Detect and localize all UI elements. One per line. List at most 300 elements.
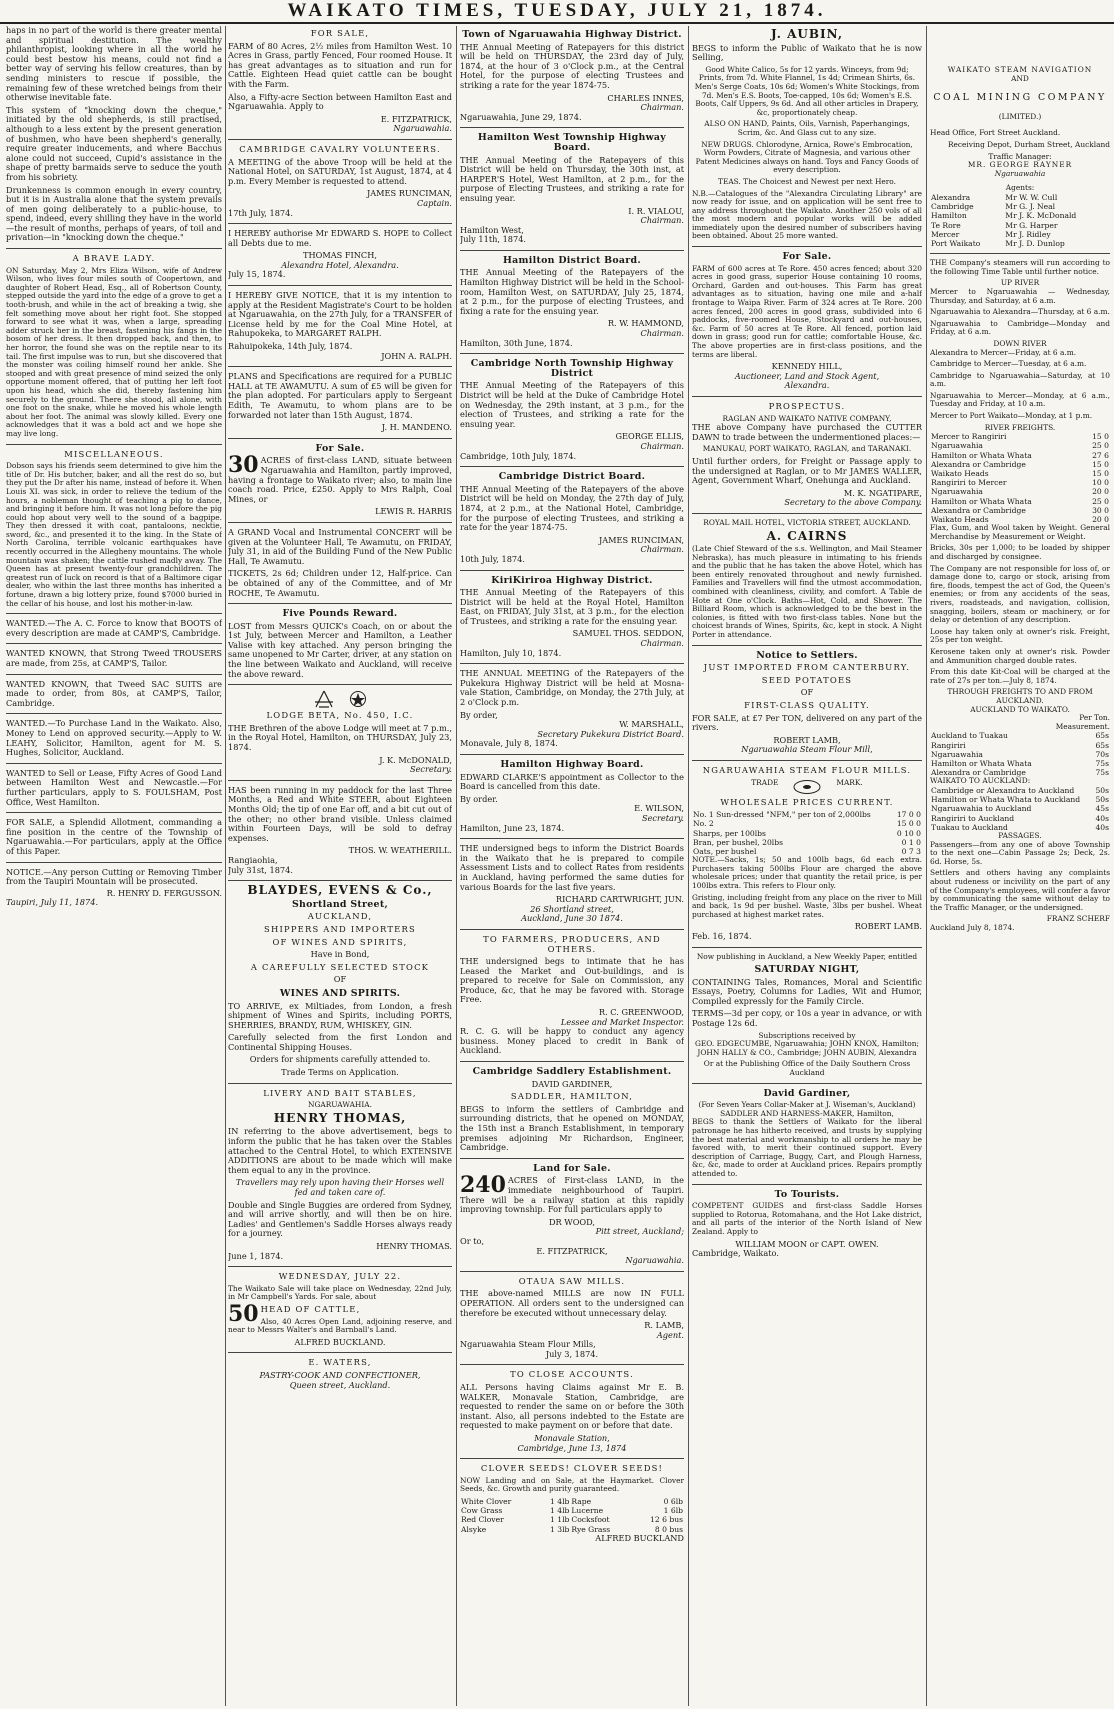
dateline: Hamilton, June 23, 1874.: [460, 822, 565, 833]
ad-text: The Waikato Sale will take place on Wednesday, 22nd July, in Mr Campbell's Yards. For sale, about: [228, 1283, 452, 1302]
ad-subheading: AUCKLAND TO WAIKATO.: [970, 704, 1070, 714]
table-row: [930, 230, 1110, 239]
table-cell: 10 0: [1092, 478, 1109, 488]
acreage-number: 240: [460, 1172, 506, 1199]
dateline: Alexandra Hotel, Alexandra.: [281, 259, 399, 270]
classified-ad: WANTED.—The A. C. Force to know that BOOTS of every description are made at CAMP'S, Cambridge.: [6, 618, 222, 638]
ad-heading: FOR SALE,: [310, 28, 370, 38]
ad-subheading: UP RIVER: [1000, 278, 1040, 288]
ad-heading: BLAYDES, EVENS & Co.,: [247, 883, 433, 898]
ad-text: I HEREBY GIVE NOTICE, that it is my intention to apply at the Resident Magistrate's Court to be holden at Ngaruawahia, on the 27th July, for a TRANSFER of License held by me for the Coal Mine Hotel, at Rahupokeka, to MARGARET RALPH.: [228, 290, 452, 339]
ad-text: ALL Persons having Claims against Mr E. B. WALKER, Monavale Station, Cambridge, are requested to render the same on or before the 30th instant. Also, all persons indebted to the Estate are requested to make payment on or before that date.: [460, 1382, 684, 1431]
table-row: [930, 759, 1110, 768]
divider: [6, 812, 222, 813]
divider: [228, 684, 452, 685]
ad-text: Head Office, Fort Street Auckland.: [930, 128, 1061, 138]
timetable-entry: Alexandra to Mercer—Friday, at 6 a.m.: [930, 347, 1077, 357]
ad-text: THE Annual Meeting of the Ratepayers of the Hamilton Highway District will be held in the School-room, Hamilton West, on SATURDAY, July 25, 1874, at 2 p.m., for the purpose of electing Trustees, and fixing a rate for the ensuing year.: [460, 267, 684, 316]
ad-subheading: RIVER FREIGHTS.: [984, 422, 1056, 432]
divider: [460, 754, 684, 755]
cattle-count: 50: [228, 1300, 259, 1327]
ad-text: NOTE.—Sacks, 1s; 50 and 100lb bags, 6d each extra. Purchasers taking 500lbs Flour are charged the above wholesale prices; under that quantity the retail price, is per 100lbs extra. This refers to Flour only.: [692, 855, 922, 890]
trade-mark: [692, 779, 922, 795]
ad-subheading: SHIPPERS AND IMPORTERS: [264, 923, 416, 934]
ad-text: HAS been running in my paddock for the last Three Months, a Red and White STEER, about Eighteen Months Old; the tip of one Ear off, and a bit cut out of the other; no other brand visible. Unless claimed within Fourteen Days, will be sold to defray expenses.: [228, 784, 452, 843]
ad-text: Settlers and others having any complaints about rudeness or incivility on the part of any of the Company's employees, will confer a favor by communicating the same without delay to the Traffic Manager, or the undersigned.: [930, 868, 1110, 912]
signature: E. WILSON,: [634, 803, 684, 814]
divider: [692, 396, 922, 397]
divider: [6, 248, 222, 249]
ad-heading: SATURDAY NIGHT,: [754, 964, 860, 976]
table-row: [930, 460, 1110, 469]
signature-role: Auctioneer, Land and Stock Agent,: [734, 370, 880, 381]
table-cell: Mr J. D. Dunlop: [1005, 238, 1065, 248]
ad-text: R. C. G. will be happy to conduct any agency business. Money placed to credit in Bank of Auckland.: [460, 1026, 684, 1056]
ad-text: ALSO ON HAND, Paints, Oils, Varnish, Paperhangings, Scrim, &c. And Glass cut to any size.: [704, 119, 910, 137]
table-cell: 1 6lb: [663, 1506, 683, 1516]
table-cell: 0 6lb: [663, 1497, 683, 1506]
signature-role: Chairman.: [640, 102, 684, 113]
table-row: [930, 221, 1110, 230]
article-heading: MISCELLANEOUS.: [64, 448, 164, 459]
table-cell: 15 0: [1092, 459, 1109, 469]
column-rule: [688, 26, 689, 1706]
timetable-entry: Cambridge to Mercer—Tuesday, at 6 a.m.: [930, 359, 1087, 369]
return-freight-table: [930, 786, 1110, 832]
table-cell: 1 4lb: [550, 1506, 570, 1516]
ad-heading: For Sale.: [315, 442, 365, 454]
ad-heading: For Sale.: [782, 251, 832, 263]
millstone-trademark-icon: [792, 779, 822, 795]
ad-heading: TO FARMERS, PRODUCERS, AND OTHERS.: [483, 933, 661, 954]
dateline: Rangiaohia,: [228, 854, 278, 865]
table-cell: Hamilton or Whata Whata: [931, 496, 1032, 506]
table-row: [930, 478, 1110, 487]
divider: [460, 838, 684, 839]
divider: [692, 1083, 922, 1084]
table-row: [930, 451, 1110, 460]
column-1: [6, 26, 222, 1706]
signature: DR WOOD,: [548, 1216, 596, 1227]
lodge-emblems: [228, 690, 452, 708]
ad-heading: CLOVER SEEDS! CLOVER SEEDS!: [480, 1463, 664, 1474]
dateline: Cambridge, Waikato.: [692, 1248, 779, 1259]
signature: M. K. NGATIPARE,: [843, 487, 922, 498]
ad-text: LOST from Messrs QUICK's Coach, on or about the 1st July, between Mercer and Hamilton, a Leather Valise with key attached. Any person bringing the same unopened to Mr Carter, driver, at any station on the line between Waikato and Auckland, will receive the above reward.: [228, 620, 452, 679]
table-cell: 17 0 0: [896, 810, 921, 820]
divider: [6, 862, 222, 863]
ad-heading: Town of Ngaruawahia Highway District.: [462, 29, 682, 40]
divider: [6, 713, 222, 714]
signature: J. K. McDONALD,: [379, 754, 452, 765]
table-cell: Waikato Heads: [931, 469, 989, 479]
ad-heading: TO CLOSE ACCOUNTS.: [510, 1369, 634, 1380]
ad-heading: LIVERY AND BAIT STABLES,: [263, 1087, 417, 1098]
ad-text: Flax, Gum, and Wool taken by Weight. General Merchandise by Measurement or Weight.: [930, 523, 1110, 541]
classified-ad: WANTED KNOWN, that Strong Tweed TROUSERS are made, from 25s, at CAMP'S, Tailor.: [6, 648, 222, 668]
signature-role: Chairman.: [640, 544, 684, 555]
ad-subheading: JUST IMPORTED FROM CANTERBURY.: [703, 662, 911, 673]
signature-role: Secretary to the above Company.: [784, 497, 922, 508]
ad-text: THE Brethren of the above Lodge will meet at 7 p.m., in the Royal Hotel, Hamilton, on THURSDAY, July 23, 1874.: [228, 722, 452, 753]
signature-role: Captain.: [416, 197, 452, 208]
dateline: July 15, 1874.: [228, 269, 286, 280]
signature: ALFRED BUCKLAND: [595, 1532, 684, 1543]
ad-text: THE above Company have purchased the CUTTER DAWN to trade between the undermentioned places:—: [692, 422, 922, 442]
table-row: [692, 819, 922, 828]
column-rule: [225, 26, 226, 1706]
ad-subheading: DOWN RIVER: [993, 338, 1047, 348]
ad-text: BEGS to inform the Public of Waikato that he is now Selling,: [692, 42, 922, 63]
column-label: Measurement.: [1055, 721, 1110, 731]
ad-text: BEGS to inform the settlers of Cambridge and surrounding districts, that he opened on MONDAY, the 15th inst a Branch Establishment, in temporary premises adjoining Mr Richardson, Engineer, Cambridge.: [460, 1103, 684, 1153]
column-3: [460, 26, 684, 1706]
table-cell: Ngaruawahia: [931, 487, 983, 497]
table-cell: Rangiriri to Mercer: [931, 478, 1007, 488]
signature: WILLIAM MOON or CAPT. OWEN.: [735, 1238, 879, 1249]
ad-subheading: Shortland Street,: [291, 898, 389, 910]
signature: ROBERT LAMB,: [773, 734, 841, 745]
classified-ad: WANTED.—To Purchase Land in the Waikato. Also, Money to Lend on approved security.—Apply to W. LEAHY, Solicitor, Hamilton, agent for M. S. Hughes, Solicitor, Auckland.: [6, 718, 222, 758]
table-cell: 40s: [1095, 822, 1109, 832]
masthead-title: WAIKATO TIMES, TUESDAY, JULY 21, 1874.: [287, 0, 827, 21]
ad-subheading: Agents:: [1005, 183, 1035, 193]
table-cell: Ngaruawahia: [931, 749, 983, 759]
article-paragraph: ON Saturday, May 2, Mrs Eliza Wilson, wife of Andrew Wilson, who lives four miles south of Coopertown, and daughter of Robert Head, Esq., all of Robertson County, stepped outside the yard into the edge of a grove to get a tooth-brush, and while in the act of breaking a twig, she felt something move about her right foot. She stopped forward to see what it was, when a large, spreading adder struck her in the breast, fastening his fangs in the bosom of her dress. It then dropped back, and then, to her horror, the found she was on the reptile near to its tail. The first impulse was to run, but she discovered that the monster was coiling himself round her ankle. She stooped and with great presence of mind seized the only opportune moment offered, that of putting her left foot upon his head, which she did, thereby fastening him securely to the ground. There she stood, all alone, with one foot on the snake, while he moved his whole length about her foot. The animal was slowly killed. Every one acknowledges that it was a bold act and we hope she may live long.: [6, 265, 222, 438]
dateline: Auckland, June 30 1874.: [521, 913, 623, 924]
column-label: Per Ton.: [1079, 713, 1110, 723]
ad-text: Now publishing in Auckland, a New Weekly Paper, entitled: [696, 951, 918, 961]
signature: I. R. VIALOU,: [628, 205, 684, 216]
signature-role: Secretary.: [641, 812, 684, 823]
ad-text: Bricks, 30s per 1,000; to be loaded by shipper and discharged by consignee.: [930, 543, 1110, 562]
timetable-entry: Ngaruawahia to Mercer—Monday, at 6 a.m., Tuesday and Friday, at 10 a.m.: [930, 390, 1110, 409]
ad-text: THE undersigned begs to inform the District Boards in the Waikato that he is prepared to compile Assessment Lists and to collect Rates from residents in Auckland, having performed the same duties for various Boards for the last five years.: [460, 843, 684, 892]
table-cell: No. 2: [693, 819, 714, 829]
dateline: Ngaruawahia.: [393, 123, 452, 134]
table-cell: Cow Grass: [461, 1506, 503, 1516]
table-cell: Tuakau to Auckland: [931, 822, 1008, 832]
table-row: [460, 1506, 684, 1515]
signature-role: Chairman.: [640, 215, 684, 226]
signature: KENNEDY HILL,: [771, 361, 843, 372]
table-cell: Hamilton or Whata Whata to Auckland: [931, 795, 1081, 805]
ad-subheading: Subscriptions received by: [758, 1030, 856, 1040]
agents-table: [930, 193, 1110, 248]
table-cell: Bran, per bushel, 20lbs: [693, 837, 783, 847]
dateline: Hamilton West,: [460, 224, 524, 235]
table-row: [460, 1497, 684, 1506]
ad-heading: LODGE BETA, No. 450, I.C.: [266, 710, 414, 721]
table-row: [930, 814, 1110, 823]
ad-text: CONTAINING Tales, Romances, Moral and Scientific Essays, Poetry, Columns for Ladies, Wit and Humor, Compiled expressly for the Family Circle.: [692, 976, 922, 1006]
table-cell: Cocksfoot: [571, 1515, 610, 1525]
divider: [692, 1184, 922, 1185]
divider: [692, 513, 922, 514]
table-row: [930, 441, 1110, 450]
ad-heading: David Gardiner,: [763, 1087, 851, 1099]
signature: THOS. W. WEATHERILL.: [348, 845, 452, 856]
table-cell: Ngaruawahia to Auckland: [931, 804, 1032, 814]
ad-text: THE Annual Meeting of Ratepayers for this district will be held on THURSDAY, the 23rd day of July, 1874, at the hour of 3 o'Clock p.m., at the Central Hotel, for the purpose of electing Trustees and striking a rate for the year 1874-75.: [460, 41, 684, 90]
ad-text: Passengers—from any one of above Township to the next one—Cabin Passage 2s; Deck, 2s. 6d. Horse, 5s.: [930, 839, 1110, 866]
dateline: July 11th, 1874.: [460, 234, 527, 245]
ad-subheading: THROUGH FREIGHTS TO AND FROM AUCKLAND.: [947, 687, 1093, 705]
table-cell: Rye Grass: [571, 1524, 611, 1534]
flour-price-table: [692, 810, 922, 856]
table-cell: Rape: [571, 1497, 592, 1506]
table-row: [930, 731, 1110, 740]
table-cell: Red Clover: [461, 1515, 504, 1525]
signature: E. FITZPATRICK,: [380, 113, 452, 124]
signature-role: Secretary.: [409, 764, 452, 775]
timetable-entry: Ngaruawahia to Cambridge—Monday and Friday, at 6 a.m.: [930, 318, 1110, 337]
ad-heading: CAMBRIDGE CAVALRY VOLUNTEERS.: [239, 143, 441, 154]
ad-subheading: WAIKATO TO AUCKLAND:: [930, 776, 1031, 786]
table-row: [930, 506, 1110, 515]
ad-text: Carefully selected from the first London and Continental Shipping Houses.: [228, 1032, 452, 1052]
classified-ad: WANTED to Sell or Lease, Fifty Acres of Good Land between Hamilton West and Newcastle.—For further particulars, apply to S. FOULSHAM, Post Office, West Hamilton.: [6, 767, 222, 807]
dateline: Auckland July 8, 1874.: [930, 922, 1015, 932]
ad-text: Travellers may rely upon having their Horses well fed and taken care of.: [235, 1177, 445, 1197]
signature: GEORGE ELLIS,: [615, 431, 684, 442]
divider: [460, 1271, 684, 1272]
dateline: Monavale Station,: [534, 1433, 610, 1444]
signature: JOHN A. RALPH.: [381, 350, 452, 361]
ad-heading: COAL MINING COMPANY: [933, 92, 1107, 104]
table-cell: 1 1lb: [550, 1515, 570, 1525]
ad-text: EDWARD CLARKE'S appointment as Collector to the Board is cancelled from this date.: [460, 771, 684, 792]
ad-heading: Cambridge Saddlery Establishment.: [472, 1066, 672, 1078]
table-cell: Hamilton or Whata Whata: [931, 758, 1032, 768]
ad-heading: AND: [1011, 73, 1029, 83]
divider: [6, 643, 222, 644]
signature: W. MARSHALL,: [619, 719, 684, 730]
divider: [460, 929, 684, 930]
divider: [692, 760, 922, 761]
ad-text: COMPETENT GUIDES and first-class Saddle Horses supplied to Rotorua, Rotomahana, and the Hot Lake district, and all parts of the interior of the North Island of New Zealand. Apply to: [692, 1201, 922, 1236]
table-cell: 70s: [1095, 749, 1109, 759]
ad-heading: KiriKiriroa Highway District.: [491, 574, 653, 586]
divider: [6, 444, 222, 445]
ad-text: IN referring to the above advertisement, begs to inform the public that he has taken over the Stables attached to the Central Hotel, to which EXTENSIVE ADDITIONS are about to be made which will make them equal to any in the province.: [228, 1126, 452, 1175]
column-4: [692, 26, 922, 1706]
table-cell: Mr G. J. Neal: [1005, 202, 1056, 212]
ad-text: A GRAND Vocal and Instrumental CONCERT will be given at the Volunteer Hall, Te Awamutu, on FRIDAY, July 31, in aid of the Building Fund of the New Public Hall, Te Awamutu.: [228, 526, 452, 566]
ad-subheading: AUCKLAND,: [307, 911, 373, 922]
ad-text: A MEETING of the above Troop will be held at the National Hotel, on SATURDAY, 1st August, 1874, at 4 p.m. Every Member is requested to attend.: [228, 156, 452, 186]
ad-text: NEW DRUGS. Chlorodyne, Arnica, Rowe's Embrocation, Worm Powders, Citrate of Magnesia, and various other Patent Medicines always on hand. Toys and Fancy Goods of every description.: [695, 139, 919, 175]
ad-heading: PROSPECTUS.: [768, 400, 846, 411]
divider: [460, 466, 684, 467]
ad-subheading: Have in Bond,: [310, 949, 370, 960]
dateline: Queen street, Auckland.: [289, 1379, 391, 1390]
column-rule: [926, 26, 927, 1706]
table-cell: Lucerne: [571, 1506, 604, 1516]
table-cell: Mr J. Ridley: [1005, 229, 1051, 239]
table-row: [930, 497, 1110, 506]
table-row: [930, 193, 1110, 202]
column-rule: [456, 26, 457, 1706]
ad-text: MANUKAU, PORT WAIKATO, RAGLAN, and TARANAKI.: [702, 444, 912, 454]
ad-text: NOW Landing and on Sale, at the Haymarket. Clover Seeds, &c. Growth and purity guaranteed.: [460, 1475, 684, 1494]
ad-text: THE Company's steamers will run according to the following Time Table until further notice.: [930, 258, 1110, 276]
mark-label: MARK.: [836, 777, 863, 787]
divider: [228, 438, 452, 439]
ad-subheading: WINES AND SPIRITS.: [279, 987, 401, 999]
table-cell: 40s: [1095, 813, 1109, 823]
table-cell: Rangiriri to Auckland: [931, 813, 1015, 823]
ad-heading: Notice to Settlers.: [756, 649, 858, 661]
ad-heading: Cambridge North Township Highway District: [470, 358, 674, 379]
table-cell: 50s: [1095, 785, 1109, 795]
table-row: [930, 741, 1110, 750]
dateline: June 1, 1874.: [228, 1250, 284, 1261]
timetable-entry: Mercer to Port Waikato—Monday, at 1 p.m.: [930, 411, 1093, 421]
table-row: [930, 211, 1110, 220]
article-paragraph: Dobson says his friends seem determined to give him the title of Dr. His butcher, baker, and all the rest do so, but they put the Dr after his name, instead of before it. When Louis XI. was sick, in order to relieve the tedium of the hours, a nobleman thought of teaching a pig to dance, and bringing it before him. It was not long before the pig could hop about very well to the sound of a bagpipe. They then dressed it with coat, pantaloons, necktie, sword, &c., and presented it to the king. In the State of North Carolina, terrible volcanic earthquakes have recently occurred in the Allegheny mountains. The whole mountain was shaken; the cattle rushed madly away. The Queen has at present twenty-four grandchildren. The greatest run of luck on record is that of a Baltimore cigar dealer, who within the last three months has inherited a fortune, drawn a big lottery prize, found $7000 buried in the cellar of his house, and lost his mother-in-law.: [6, 461, 222, 608]
dateline: Alexandra.: [784, 380, 830, 391]
ad-text: I HEREBY authorise Mr EDWARD S. HOPE to Collect all Debts due to me.: [228, 228, 452, 248]
dateline: 26 Shortland street,: [530, 903, 614, 914]
article-paragraph: Drunkenness is common enough in every country, but it is in Australia alone that the system prevails of men going deliberately to a public-house, to spend, indeed, every shilling they have in the world—the result of months, perhaps of years, of toil and privation—in "knocking down the cheque.": [6, 184, 222, 243]
signature-role: Lessee and Market Inspector.: [560, 1016, 684, 1027]
dateline: Ngaruawahia Steam Flour Mill,: [741, 744, 873, 755]
ad-heading: ROYAL MAIL HOTEL, VICTORIA STREET, AUCKLAND.: [703, 517, 911, 527]
table-row: [930, 804, 1110, 813]
table-cell: 45s: [1095, 804, 1109, 814]
dateline: Ngaruawahia: [994, 168, 1046, 178]
ad-heading: OTAUA SAW MILLS.: [518, 1275, 626, 1286]
table-cell: 25 0: [1092, 496, 1109, 506]
divider: [460, 663, 684, 664]
ad-text: TO ARRIVE, ex Miltiades, from London, a fresh shipment of Wines and Spirits, including PORTS, SHERRIES, BRANDY, RUM, WHISKEY, GIN.: [228, 1000, 452, 1030]
through-freight-table: [930, 731, 1110, 777]
ad-text: The Company are not responsible for loss of, or damage done to, cargo or stock, arising from fire, floods, tempest the act of God, the Queen's enemies; or from any accidents of the seas, rivers, roadsteads, and navigation, collision, snagging, boilers, steam or machinery, or for delay or detention of any description.: [930, 563, 1110, 625]
table-row: [930, 469, 1110, 478]
ad-text: PLANS and Specifications are required for a PUBLIC HALL at TE AWAMUTU. A sum of £5 will be given for the plan adopted. For particulars apply to Sergeant Edith, Te Awamutu, to whom plans are to be forwarded not later than 15th August, 1874.: [228, 371, 452, 420]
ad-heading: NGARUAWAHIA STEAM FLOUR MILLS.: [702, 764, 912, 775]
table-cell: Hamilton: [931, 211, 967, 221]
ad-heading: E. WATERS,: [308, 1357, 372, 1368]
table-cell: Mercer: [931, 229, 960, 239]
ad-text: (Late Chief Steward of the s.s. Wellington, and Mail Steamer Nebraska), has much pleasure in intimating to his friends and the public that he has taken the above Hotel, which has been entirely renovated throughout and newly furnished. Families and Travellers will find the utmost accommodation, combined with cleanliness, civility, and comfort. A Table de Hote at One o'Clock. Baths—Hot, Cold, and Shower. The Billiard Room, which is acknowledged to be the best in the colonies, is fitted with two first-class tables. None but the choicest brands of Wines, Spirits, &c, kept in stock. A Night Porter in attendance.: [692, 544, 922, 640]
ad-text: THE above-named MILLS are now IN FULL OPERATION. All orders sent to the undersigned can therefore be executed without unnecessary delay.: [460, 1288, 684, 1318]
ad-text: Also, a Fifty-acre Section between Hamilton East and Ngaruawahia. Apply to: [228, 91, 452, 112]
divider: [228, 1083, 452, 1084]
table-row: [930, 432, 1110, 441]
table-cell: 8 0 bus: [654, 1524, 683, 1534]
acreage-number: 30: [228, 452, 259, 479]
ad-heading: To Tourists.: [774, 1188, 840, 1200]
ad-text: THE Annual Meeting of the Ratepayers of this District will be held on Thursday, the 30th inst, at HARPER'S Hotel, West Hamilton, at 2 p.m., for the purpose of Electing Trustees, and striking a rate for ensuing year.: [460, 154, 684, 203]
table-cell: 12 6 bus: [650, 1515, 683, 1525]
table-cell: 0 1 0: [901, 837, 921, 847]
ad-heading: Five Pounds Reward.: [282, 608, 398, 620]
signature: CHARLES INNES,: [607, 92, 684, 103]
ad-text: BEGS to thank the Settlers of Waikato for the liberal patronage he has hitherto received, and trusts by supplying the best material and workmanship to all orders he may be favored with, to merit their continued support. Every description of Carriage, Buggy, Cart, and Plough Harness, &c, &c, made to order at Auckland prices. Repairs promptly attended to.: [692, 1117, 922, 1178]
signature-role: Chairman.: [640, 440, 684, 451]
table-row: [692, 810, 922, 819]
dateline: Cambridge, 10th July, 1874.: [460, 450, 577, 461]
ad-subheading: SADDLER, HAMILTON,: [510, 1091, 634, 1102]
divider: [460, 570, 684, 571]
classified-ad: WANTED KNOWN, that Tweed SAC SUITS are made to order, from 80s, at CAMP'S, Tailor, Cambridge.: [6, 678, 222, 708]
ad-text: GEO. EDGECUMBE, Ngaruawahia; JOHN KNOX, Hamilton; JOHN HALLY & CO., Cambridge; JOHN AUBIN, Alexandra: [694, 1039, 920, 1057]
seed-price-table: [460, 1497, 684, 1534]
ad-heading: J. AUBIN,: [770, 27, 843, 41]
ad-text: ACRES of first-class LAND, situate between Ngaruawahia and Hamilton, partly improved, having a frontage to Waikato river; also, to main line coach road. Price, £250. Apply to Mrs Ralph, Coal Mines, or: [228, 455, 452, 504]
table-cell: 20 0: [1092, 487, 1109, 497]
ad-subheading: HEAD OF CATTLE,: [260, 1303, 361, 1314]
table-cell: 65s: [1095, 731, 1109, 741]
signature: JAMES RUNCIMAN,: [598, 534, 684, 545]
dateline: Hamilton, July 10, 1874.: [460, 647, 562, 658]
dateline: Monavale, July 8, 1874.: [460, 738, 558, 749]
divider: [692, 645, 922, 646]
dateline: Feb. 16, 1874.: [692, 930, 752, 941]
ad-text: Or at the Publishing Office of the Daily Southern Cross Auckland: [703, 1059, 911, 1078]
divider: [930, 253, 1110, 254]
table-cell: 65s: [1095, 740, 1109, 750]
dateline: Ngaruawahia.: [625, 1255, 684, 1266]
table-cell: 15 0 0: [896, 819, 921, 829]
masonic-compass-icon: [313, 690, 335, 708]
divider: [228, 780, 452, 781]
ad-text: ACRES of First-class LAND, in the immediate neighbourhood of Taupiri. There will be a railway station at this rapidly improving township. For full particulars apply to: [460, 1175, 684, 1215]
table-cell: Hamilton or Whata Whata: [931, 450, 1032, 460]
table-cell: 75s: [1095, 768, 1109, 778]
table-cell: Rangiriri: [931, 740, 966, 750]
ad-heading: HENRY THOMAS,: [273, 1110, 407, 1125]
table-cell: Te Rore: [931, 220, 961, 230]
ad-subheading: SEED POTATOES: [761, 674, 853, 685]
signature: FRANZ SCHERF: [1046, 914, 1110, 924]
table-cell: Ngaruawahia: [931, 441, 983, 451]
divider: [228, 285, 452, 286]
ad-text: N.B.—Catalogues of the "Alexandra Circulating Library" are now ready for issue, and on application will be sent free to any address throughout the Waikato. Another 250 vols of all the most modern and popular works will be added immediately upon the desired number of subscribers having been obtained. About 25 more wanted.: [692, 188, 922, 241]
signature: LEWIS R. HARRIS: [375, 506, 452, 517]
ad-text: By order,: [460, 709, 498, 720]
table-cell: Alsyke: [461, 1524, 487, 1534]
ad-heading: Cambridge District Board.: [498, 471, 646, 483]
dateline: Pitt street, Auckland;: [595, 1226, 684, 1237]
ad-text: THE Annual Meeting of the Ratepayers of this District will be held at the Royal Hotel, Hamilton East, on FRIDAY, July 31st, at 3 p.m., for the election of Trustees, and striking a rate for the ensuing year.: [460, 587, 684, 626]
signature-role: Chairman.: [640, 328, 684, 339]
signature-role: Chairman.: [640, 638, 684, 649]
ad-subheading: (LIMITED.): [998, 111, 1042, 121]
ad-subheading: A. CAIRNS: [766, 528, 848, 543]
ad-text: FARM of 600 acres at Te Rore. 450 acres fenced; about 320 acres in good grass, superior House containing 10 rooms, Orchard, Garden and out-houses. This Farm has great advantages as to situation, having one mile and a-half frontage to Waipa River. Farm of 324 acres at Te Rore. 200 acres fenced, 200 acres in good grass, subdivided into 6 paddocks, five-roomed House, Stockyard and out-houses, &c. Farm of 50 acres at Te Rore. All fenced, portion laid down in grass; good run for cattle; comfortable House, &c. The above properties are in first-class positions, and the terms are liberal.: [692, 263, 922, 359]
ad-heading: Land for Sale.: [533, 1162, 611, 1174]
article-paragraph: haps in no part of the world is there greater mental and spiritual destitution. The wealthy philanthropist, looking where in all the world he could best bestow his means, could not find a better way of serving his fellow creatures, than by sending ministers to rescue if possible, the remaining few of these wretched beings from their otherwise inevitable fate.: [6, 26, 222, 103]
signature: JAMES RUNCIMAN,: [366, 188, 452, 199]
table-cell: Oats, per bushel: [693, 846, 757, 856]
timetable-entry: Ngaruawahia to Alexandra—Thursday, at 6 a.m.: [930, 307, 1110, 317]
timetable-entry: Cambridge to Ngaruawahia—Saturday, at 10 a.m.: [930, 370, 1110, 389]
ad-subheading: OF: [333, 974, 347, 985]
ad-subheading: FIRST-CLASS QUALITY.: [744, 700, 870, 710]
table-cell: 1 3lb: [550, 1524, 570, 1534]
ad-subheading: OF: [800, 687, 814, 698]
divider: [692, 947, 922, 948]
divider: [460, 250, 684, 251]
table-cell: 75s: [1095, 758, 1109, 768]
table-cell: 50s: [1095, 795, 1109, 805]
signature: HENRY THOMAS.: [376, 1240, 452, 1251]
signature-role: Secretary Pukekura District Board.: [537, 728, 684, 739]
ad-subheading: Traffic Manager:: [988, 151, 1052, 161]
